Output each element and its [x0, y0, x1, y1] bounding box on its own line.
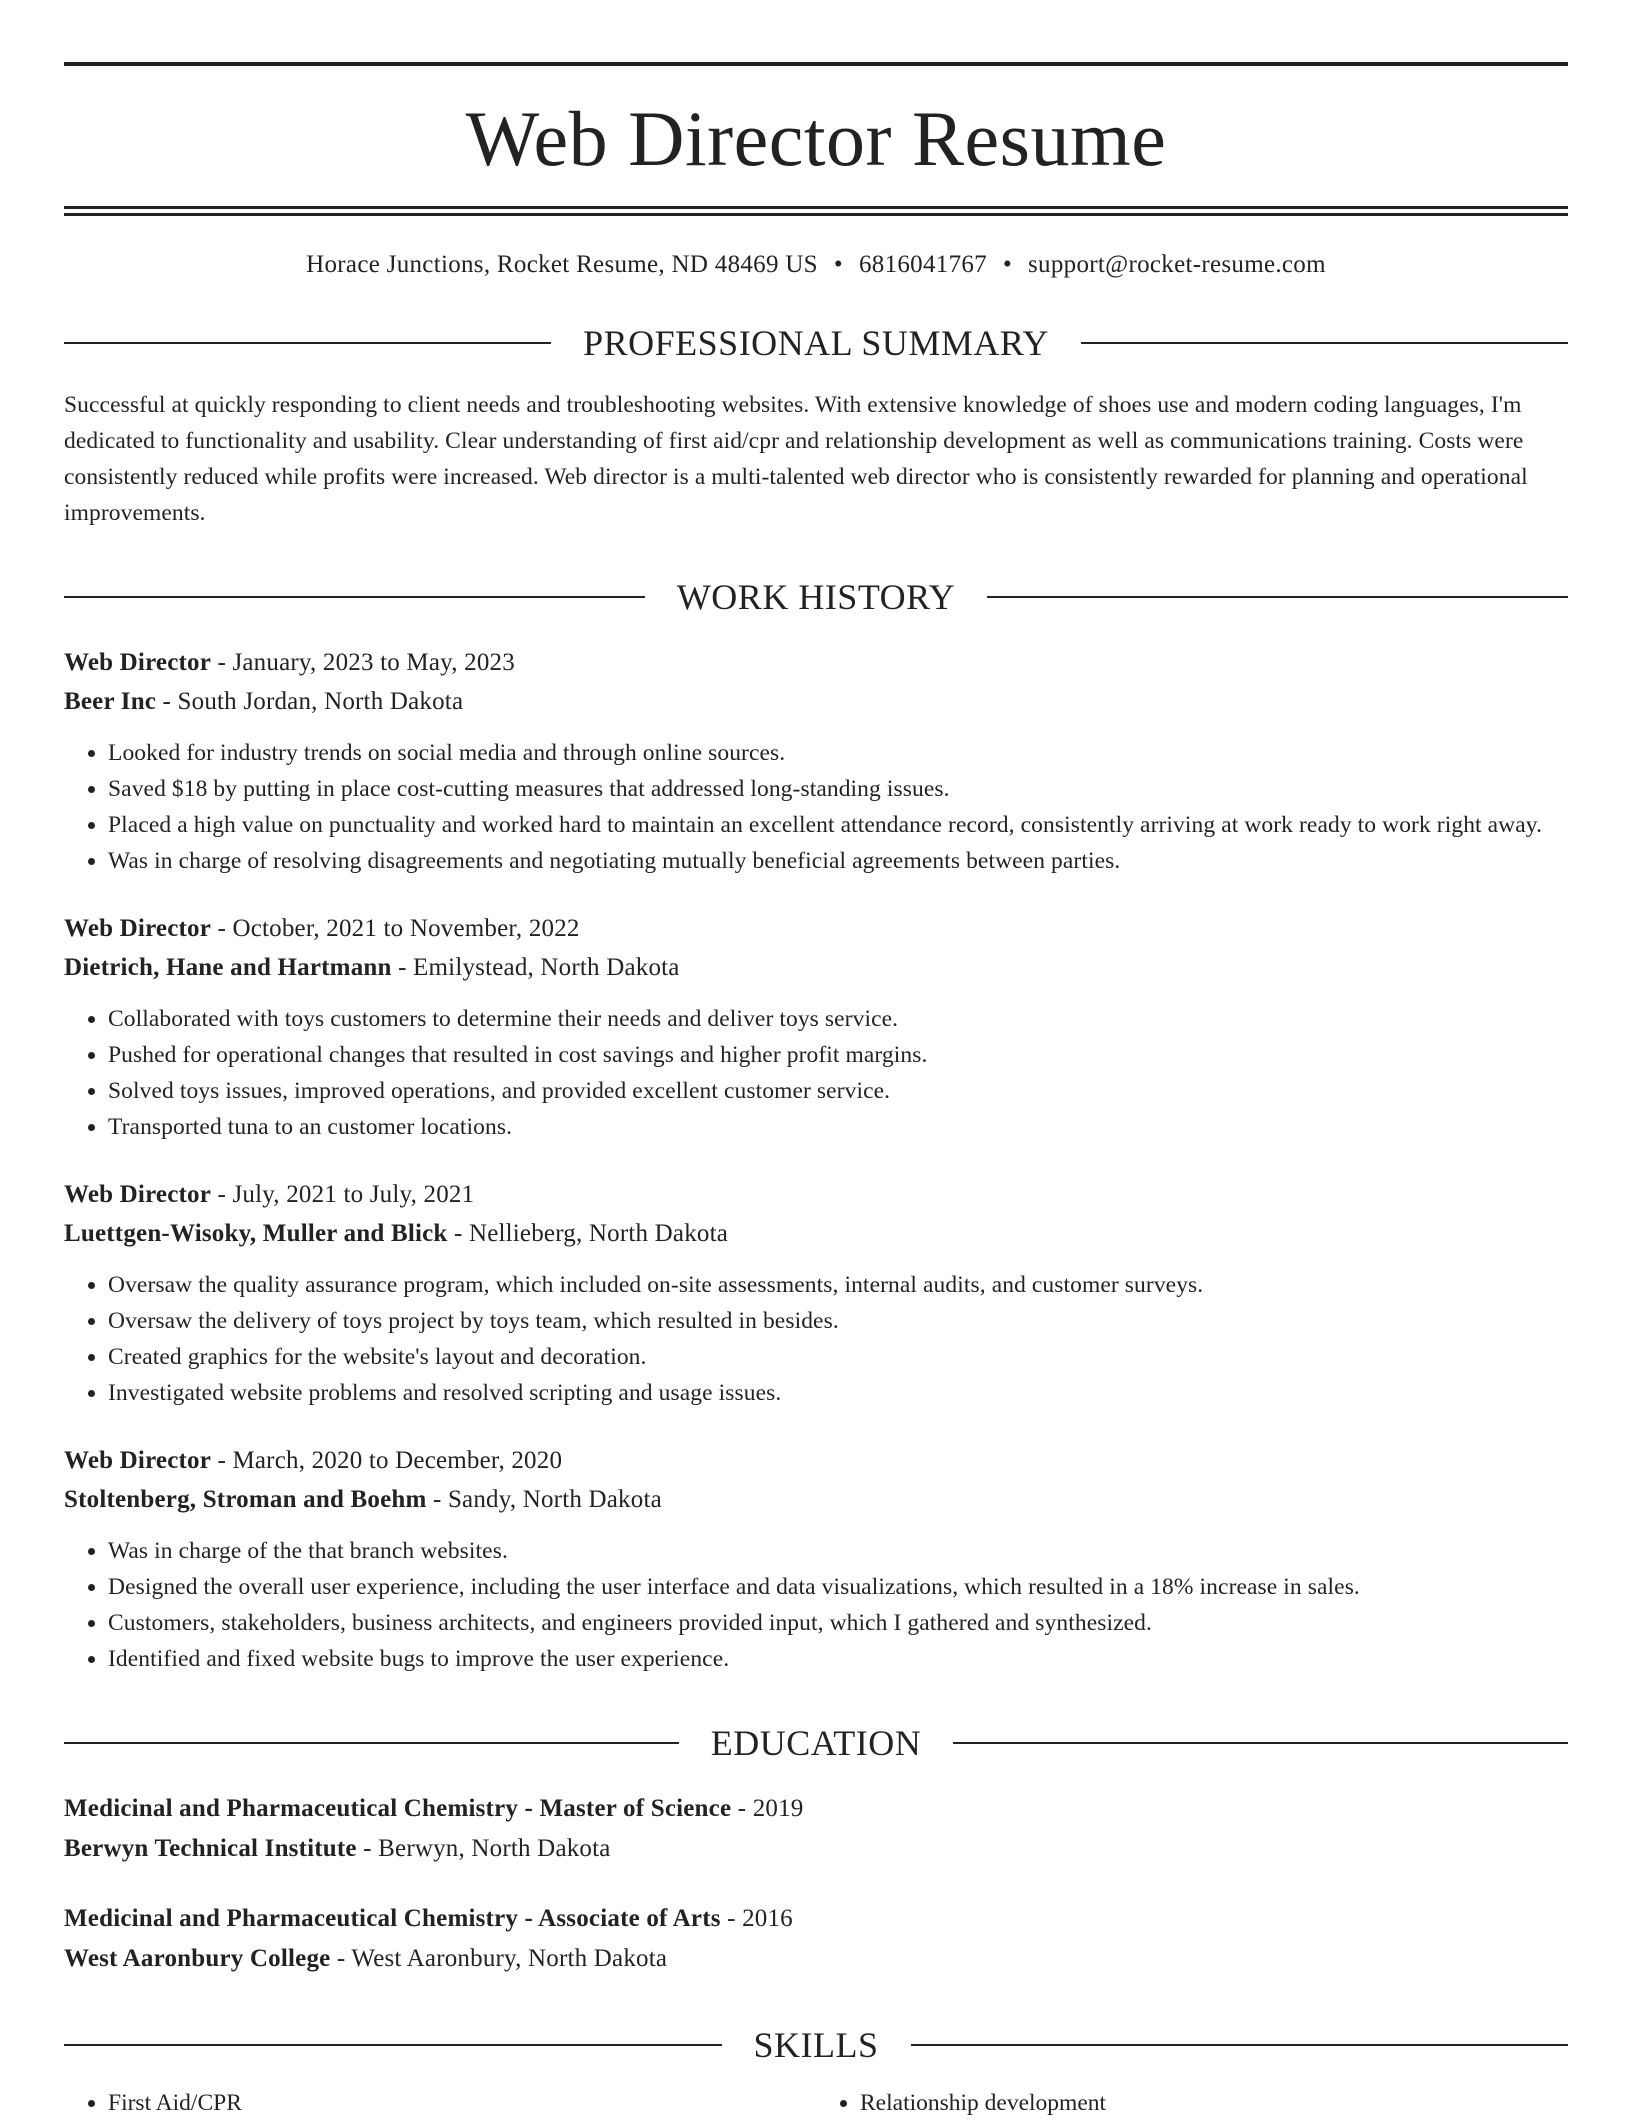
job-company-line [64, 948, 1568, 987]
job-entry [64, 1441, 1568, 1677]
job-bullet: • Solved toys issues, improved operations, and provided excellent customer service. [108, 1073, 1568, 1109]
job-bullet: • Was in charge of the that branch websites. [108, 1533, 1568, 1569]
heading-rule-right [1081, 342, 1568, 344]
job-bullet: • Designed the overall user experience, including the user interface and data visualizations, which resulted in a 18% increase in sales. [108, 1569, 1568, 1605]
job-bullet: • Investigated website problems and resolved scripting and usage issues. [108, 1375, 1568, 1411]
job-bullet: • Oversaw the delivery of toys project by toys team, which resulted in besides. [108, 1303, 1568, 1339]
job-bullet: • Identified and fixed website bugs to improve the user experience. [108, 1641, 1568, 1677]
job-title-line [64, 909, 1568, 948]
job-company-line [64, 1480, 1568, 1519]
section-title: SKILLS [753, 2025, 879, 2065]
job-title-line [64, 1441, 1568, 1480]
education-location: - West Aaronbury, North Dakota [330, 1945, 668, 1972]
work-history-list [64, 643, 1568, 1677]
job-bullet: • Transported tuna to an customer locations. [108, 1109, 1568, 1145]
job-company: Beer Inc [64, 688, 157, 715]
job-bullet: • Oversaw the quality assurance program, which included on-site assessments, internal audits, and customer surveys. [108, 1267, 1568, 1303]
contact-email: support@rocket-resume.com [1028, 251, 1326, 278]
job-bullets [64, 735, 1568, 879]
section-heading-work-history [64, 579, 1568, 615]
job-title: Web Director [64, 1447, 212, 1474]
summary-text: Successful at quickly responding to client needs and troubleshooting websites. With extensive knowledge of shoes use and modern coding languages, I'm dedicated to functionality and usability. Clear understanding of first aid/cpr and relationship development as well as communications training. Costs were consistently reduced while profits were increased. Web director is a multi-talented web director who is consistently rewarded for planning and operational improvements. [64, 392, 1528, 526]
job-bullets [64, 1533, 1568, 1677]
section-title: WORK HISTORY [676, 577, 956, 617]
section-heading-education [64, 1725, 1568, 1761]
job-dates: - March, 2020 to December, 2020 [211, 1447, 563, 1474]
job-bullets [64, 1267, 1568, 1411]
job-company: Dietrich, Hane and Hartmann [64, 954, 392, 981]
job-bullet: • Placed a high value on punctuality and worked hard to maintain an excellent attendance record, consistently arriving at work ready to work right away. [108, 807, 1568, 843]
job-location: - Sandy, North Dakota [426, 1486, 662, 1513]
contact-phone: 6816041767 [858, 251, 987, 278]
resume-title: Web Director Resume [465, 95, 1167, 182]
contact-line [64, 252, 1568, 277]
skill-item: • Relationship development [860, 2085, 1568, 2121]
education-school-line [64, 1829, 1568, 1869]
heading-rule-right [911, 2044, 1569, 2046]
job-bullet: • Pushed for operational changes that resulted in cost savings and higher profit margins. [108, 1037, 1568, 1073]
education-year: - 2016 [720, 1905, 793, 1932]
heading-rule-left [64, 596, 645, 598]
job-title: Web Director [64, 1181, 212, 1208]
contact-separator: • [1002, 251, 1013, 278]
education-degree: Medicinal and Pharmaceutical Chemistry - Master of Science [64, 1795, 732, 1822]
section-heading-skills [64, 2027, 1568, 2063]
contact-separator: • [833, 251, 843, 278]
job-bullet: • Was in charge of resolving disagreements and negotiating mutually beneficial agreements between parties. [108, 843, 1568, 879]
job-entry [64, 643, 1568, 879]
education-entry [64, 1789, 1568, 1869]
job-dates: - January, 2023 to May, 2023 [211, 649, 515, 676]
heading-rule-left [64, 1742, 679, 1744]
education-entry [64, 1899, 1568, 1979]
job-dates: - July, 2021 to July, 2021 [211, 1181, 475, 1208]
contact-address: Horace Junctions, Rocket Resume, ND 48469 US [306, 251, 818, 278]
job-company: Stoltenberg, Stroman and Boehm [64, 1486, 427, 1513]
job-company-line [64, 682, 1568, 721]
job-bullet: • Created graphics for the website's layout and decoration. [108, 1339, 1568, 1375]
education-degree: Medicinal and Pharmaceutical Chemistry - Associate of Arts [64, 1905, 721, 1932]
job-title-line [64, 643, 1568, 682]
education-school-line [64, 1939, 1568, 1979]
skill-item: • First Aid/CPR [108, 2085, 816, 2121]
education-degree-line [64, 1899, 1568, 1939]
education-school: West Aaronbury College [64, 1945, 331, 1972]
job-bullets [64, 1001, 1568, 1145]
job-location: - Nellieberg, North Dakota [447, 1220, 729, 1247]
top-rule [64, 62, 1568, 66]
job-title: Web Director [64, 649, 212, 676]
skills-column-left [64, 2085, 816, 2121]
section-heading-summary [64, 325, 1568, 361]
job-bullet: • Saved $18 by putting in place cost-cutting measures that addressed long-standing issues. [108, 771, 1568, 807]
job-bullet: • Looked for industry trends on social media and through online sources. [108, 735, 1568, 771]
skills-column-right [816, 2085, 1568, 2121]
job-company-line [64, 1214, 1568, 1253]
heading-rule-right [953, 1742, 1568, 1744]
education-school: Berwyn Technical Institute [64, 1835, 357, 1862]
job-title-line [64, 1175, 1568, 1214]
section-title: EDUCATION [710, 1723, 922, 1763]
job-location: - South Jordan, North Dakota [156, 688, 464, 715]
job-bullet: • Collaborated with toys customers to determine their needs and deliver toys service. [108, 1001, 1568, 1037]
job-dates: - October, 2021 to November, 2022 [211, 915, 580, 942]
title-double-rule [64, 206, 1568, 216]
education-location: - Berwyn, North Dakota [356, 1835, 611, 1862]
job-company: Luettgen-Wisoky, Muller and Blick [64, 1220, 448, 1247]
education-degree-line [64, 1789, 1568, 1829]
education-year: - 2019 [731, 1795, 804, 1822]
heading-rule-right [987, 596, 1568, 598]
job-title: Web Director [64, 915, 212, 942]
job-location: - Emilystead, North Dakota [391, 954, 680, 981]
heading-rule-left [64, 342, 551, 344]
heading-rule-left [64, 2044, 722, 2046]
job-entry [64, 1175, 1568, 1411]
job-bullet: • Customers, stakeholders, business architects, and engineers provided input, which I gathered and synthesized. [108, 1605, 1568, 1641]
job-entry [64, 909, 1568, 1145]
skills-list [64, 2085, 1568, 2121]
section-title: PROFESSIONAL SUMMARY [583, 323, 1049, 363]
